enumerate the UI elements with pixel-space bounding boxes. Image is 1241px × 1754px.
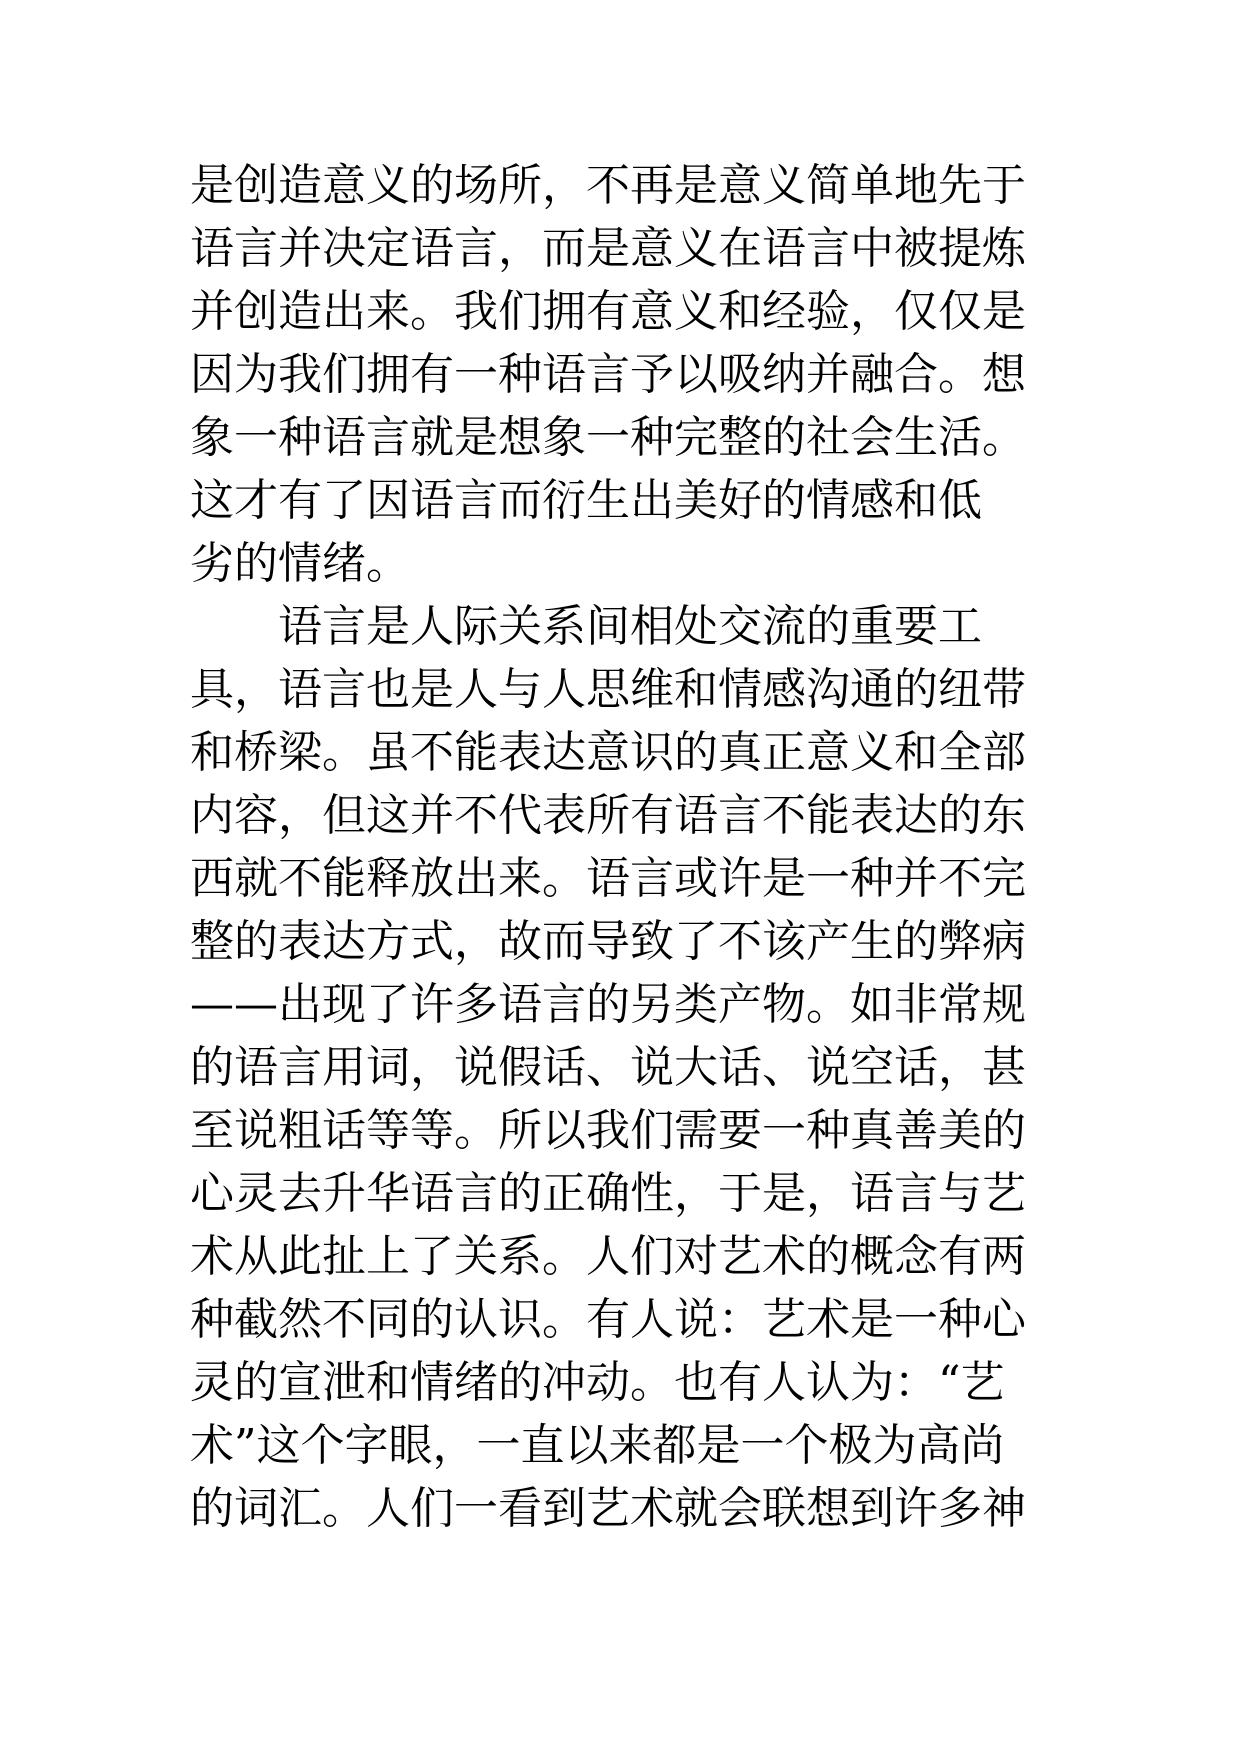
text-line: 种截然不同的认识。有人说：艺术是一种心 bbox=[190, 1294, 1026, 1345]
text-line: 这才有了因语言而衍生出美好的情感和低 bbox=[190, 475, 982, 526]
text-line: 和桥梁。虽不能表达意识的真正意义和全部 bbox=[190, 727, 1026, 778]
text-line: 因为我们拥有一种语言予以吸纳并融合。想 bbox=[190, 349, 1026, 400]
text-line: 灵的宣泄和情绪的冲动。也有人认为：“艺 bbox=[190, 1357, 1005, 1408]
text-line: ——出现了许多语言的另类产物。如非常规 bbox=[190, 979, 1026, 1030]
text-line: 内容，但这并不代表所有语言不能表达的东 bbox=[190, 790, 1026, 841]
text-line: 整的表达方式，故而导致了不该产生的弊病 bbox=[190, 916, 1026, 967]
text-line: 具，语言也是人与人思维和情感沟通的纽带 bbox=[190, 664, 1026, 715]
text-line: 西就不能释放出来。语言或许是一种并不完 bbox=[190, 853, 1026, 904]
text-line: 术”这个字眼，一直以来都是一个极为高尚 bbox=[190, 1420, 1005, 1471]
body-text bbox=[190, 154, 1090, 1603]
text-line bbox=[190, 1540, 1090, 1603]
text-line: 劣的情绪。 bbox=[190, 538, 410, 589]
paragraph-1 bbox=[190, 154, 1090, 595]
paragraph-2 bbox=[190, 595, 1090, 1603]
text-line: 术从此扯上了关系。人们对艺术的概念有两 bbox=[190, 1231, 1026, 1282]
text-line: 的语言用词，说假话、说大话、说空话，甚 bbox=[190, 1042, 1026, 1093]
text-line: 并创造出来。我们拥有意义和经验，仅仅是 bbox=[190, 286, 1026, 337]
text-line: 心灵去升华语言的正确性，于是，语言与艺 bbox=[190, 1168, 1026, 1219]
text-line: 的词汇。人们一看到艺术就会联想到许多神 bbox=[190, 1483, 1026, 1534]
text-line: 语言并决定语言，而是意义在语言中被提炼 bbox=[190, 223, 1026, 274]
text-line-indented: 语言是人际关系间相处交流的重要工 bbox=[278, 601, 982, 652]
text-line: 是创造意义的场所，不再是意义简单地先于 bbox=[190, 160, 1026, 211]
text-line: 象一种语言就是想象一种完整的社会生活。 bbox=[190, 412, 1026, 463]
text-line: 至说粗话等等。所以我们需要一种真善美的 bbox=[190, 1105, 1026, 1156]
